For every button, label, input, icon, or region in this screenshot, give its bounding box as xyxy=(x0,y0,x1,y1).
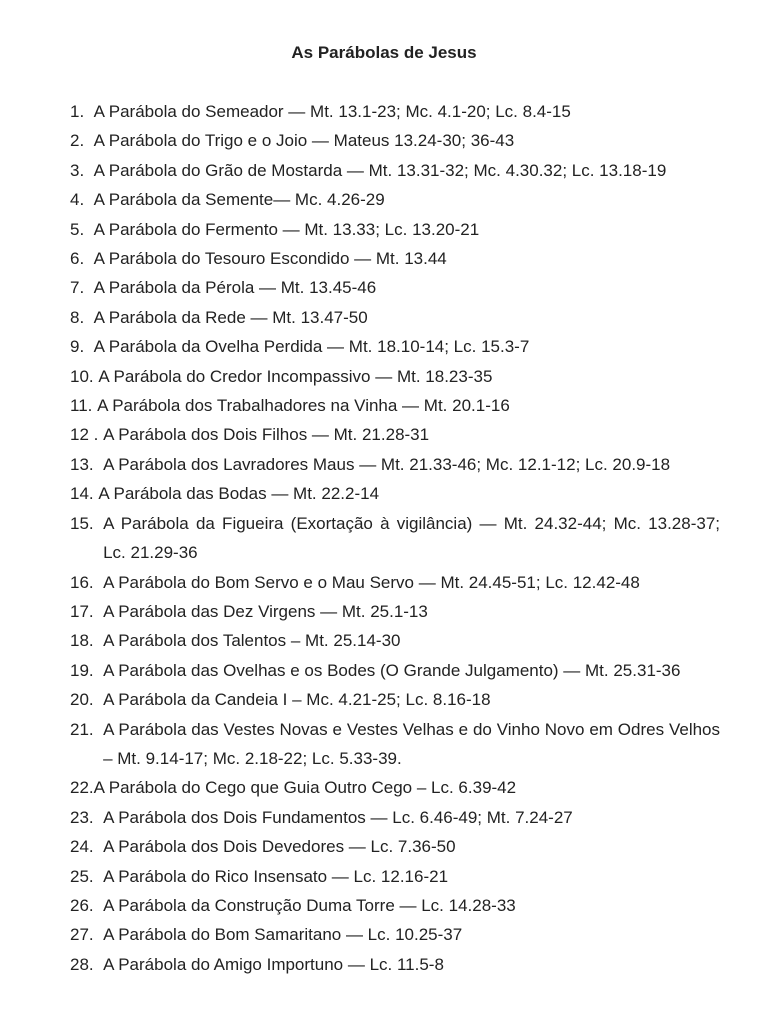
list-item-text: A Parábola da Ovelha Perdida — Mt. 18.10-14; Lc. 15.3-7 xyxy=(93,337,530,357)
list-item-text: A Parábola da Construção Duma Torre — Lc. 14.28-33 xyxy=(103,895,516,915)
list-item-number: 24. xyxy=(70,837,104,857)
list-item-text: A Parábola da Figueira (Exortação à vigilância) — Mt. 24.32-44; Mc. 13.28-37; Lc. 21.29-36 xyxy=(103,513,725,563)
list-item-text: A Parábola da Semente— Mc. 4.26-29 xyxy=(93,190,385,210)
list-item xyxy=(70,597,720,626)
list-item-text: A Parábola do Credor Incompassivo — Mt. 18.23-35 xyxy=(98,366,493,386)
list-item xyxy=(70,362,720,391)
list-item-text: A Parábola dos Dois Devedores — Lc. 7.36-50 xyxy=(103,837,456,857)
list-item xyxy=(70,685,720,714)
list-item-text: A Parábola da Rede — Mt. 13.47-50 xyxy=(93,307,368,327)
list-item-number: 5. xyxy=(70,219,94,239)
list-item xyxy=(70,185,720,214)
list-item-number: 21. xyxy=(70,719,104,739)
list-item-text: A Parábola das Vestes Novas e Vestes Velhas e do Vinho Novo em Odres Velhos – Mt. 9.14-17; Mc. 2.18-22; Lc. 5.33-39. xyxy=(103,719,725,768)
list-item-number: 18. xyxy=(70,631,104,651)
list-item-number: 9. xyxy=(70,337,94,357)
list-item-number: 6. xyxy=(70,249,94,269)
list-item-text: A Parábola das Ovelhas e os Bodes (O Grande Julgamento) — Mt. 25.31-36 xyxy=(103,660,681,680)
list-item-text: A Parábola das Bodas — Mt. 22.2-14 xyxy=(98,484,380,504)
list-item-text: A Parábola da Pérola — Mt. 13.45-46 xyxy=(93,278,377,298)
list-item-text: A Parábola do Trigo e o Joio — Mateus 13.24-30; 36-43 xyxy=(93,131,515,151)
list-item xyxy=(70,862,720,891)
list-item xyxy=(70,950,720,979)
list-item xyxy=(70,97,720,126)
list-item-number: 3. xyxy=(70,160,94,180)
list-item-text: A Parábola do Cego que Guia Outro Cego – Lc. 6.39-42 xyxy=(93,778,517,798)
list-item-number: 26. xyxy=(70,895,104,915)
list-item-text: A Parábola do Semeador — Mt. 13.1-23; Mc. 4.1-20; Lc. 8.4-15 xyxy=(93,102,571,121)
list-item xyxy=(70,773,720,802)
list-item-text: A Parábola dos Dois Filhos — Mt. 21.28-31 xyxy=(103,425,430,445)
list-item-number: 2. xyxy=(70,131,94,151)
list-item-text: A Parábola do Bom Servo e o Mau Servo — Mt. 24.45-51; Lc. 12.42-48 xyxy=(103,572,640,592)
list-item xyxy=(70,156,720,185)
list-item xyxy=(70,244,720,273)
list-item xyxy=(70,303,720,332)
list-item-number: 13. xyxy=(70,454,104,474)
list-item-text: A Parábola do Tesouro Escondido — Mt. 13.44 xyxy=(93,249,447,269)
list-item xyxy=(70,273,720,302)
list-item-text: A Parábola da Candeia I – Mc. 4.21-25; Lc. 8.16-18 xyxy=(103,690,491,710)
list-item-number: 17. xyxy=(70,601,104,621)
list-item-number: 23. xyxy=(70,807,104,827)
list-item-number: 19. xyxy=(70,660,104,680)
list-item xyxy=(70,803,720,832)
list-item-text: A Parábola dos Lavradores Maus — Mt. 21.33-46; Mc. 12.1-12; Lc. 20.9-18 xyxy=(103,454,671,474)
list-item xyxy=(70,126,720,155)
list-item-text: A Parábola dos Trabalhadores na Vinha — Mt. 20.1-16 xyxy=(97,396,510,416)
list-item-number: 27. xyxy=(70,925,104,945)
list-item xyxy=(70,479,720,508)
list-item-number: 15. xyxy=(70,513,104,533)
list-item xyxy=(70,215,720,244)
list-item-number: 16. xyxy=(70,572,104,592)
list-item-text: A Parábola do Fermento — Mt. 13.33; Lc. 13.20-21 xyxy=(93,219,480,239)
list-item-number: 28. xyxy=(70,954,104,974)
list-item-number: 12 . xyxy=(70,425,104,445)
list-item-text: A Parábola do Rico Insensato — Lc. 12.16-21 xyxy=(103,866,449,886)
list-item xyxy=(70,568,720,597)
list-item-number: 20. xyxy=(70,690,104,710)
list-item xyxy=(70,891,720,920)
list-item-text: A Parábola dos Talentos – Mt. 25.14-30 xyxy=(103,631,401,651)
list-item-number: 10. xyxy=(70,366,99,386)
list-item-number: 7. xyxy=(70,278,94,298)
list-item xyxy=(70,332,720,361)
document-title: As Parábolas de Jesus xyxy=(291,43,477,62)
list-item-text: A Parábola do Bom Samaritano — Lc. 10.25-37 xyxy=(103,925,463,945)
list-item-text: A Parábola dos Dois Fundamentos — Lc. 6.46-49; Mt. 7.24-27 xyxy=(103,807,573,827)
list-item xyxy=(70,715,725,774)
list-item-number: 22. xyxy=(70,778,94,798)
list-item xyxy=(70,509,725,568)
list-item-number: 1. xyxy=(70,102,94,121)
list-item-number: 8. xyxy=(70,307,94,327)
list-item-text: A Parábola das Dez Virgens — Mt. 25.1-13 xyxy=(103,601,428,621)
list-item xyxy=(70,656,720,685)
list-item xyxy=(70,626,720,655)
list-item xyxy=(70,450,720,479)
list-item xyxy=(70,391,720,420)
list-item xyxy=(70,832,720,861)
list-item-number: 11. xyxy=(70,396,98,416)
list-item-number: 14. xyxy=(70,484,99,504)
list-item-number: 25. xyxy=(70,866,104,886)
list-item xyxy=(70,420,720,449)
list-item-text: A Parábola do Amigo Importuno — Lc. 11.5-8 xyxy=(103,954,444,974)
list-item xyxy=(70,920,720,949)
list-item-text: A Parábola do Grão de Mostarda — Mt. 13.31-32; Mc. 4.30.32; Lc. 13.18-19 xyxy=(93,160,667,180)
list-item-number: 4. xyxy=(70,190,94,210)
parable-list xyxy=(70,97,725,979)
